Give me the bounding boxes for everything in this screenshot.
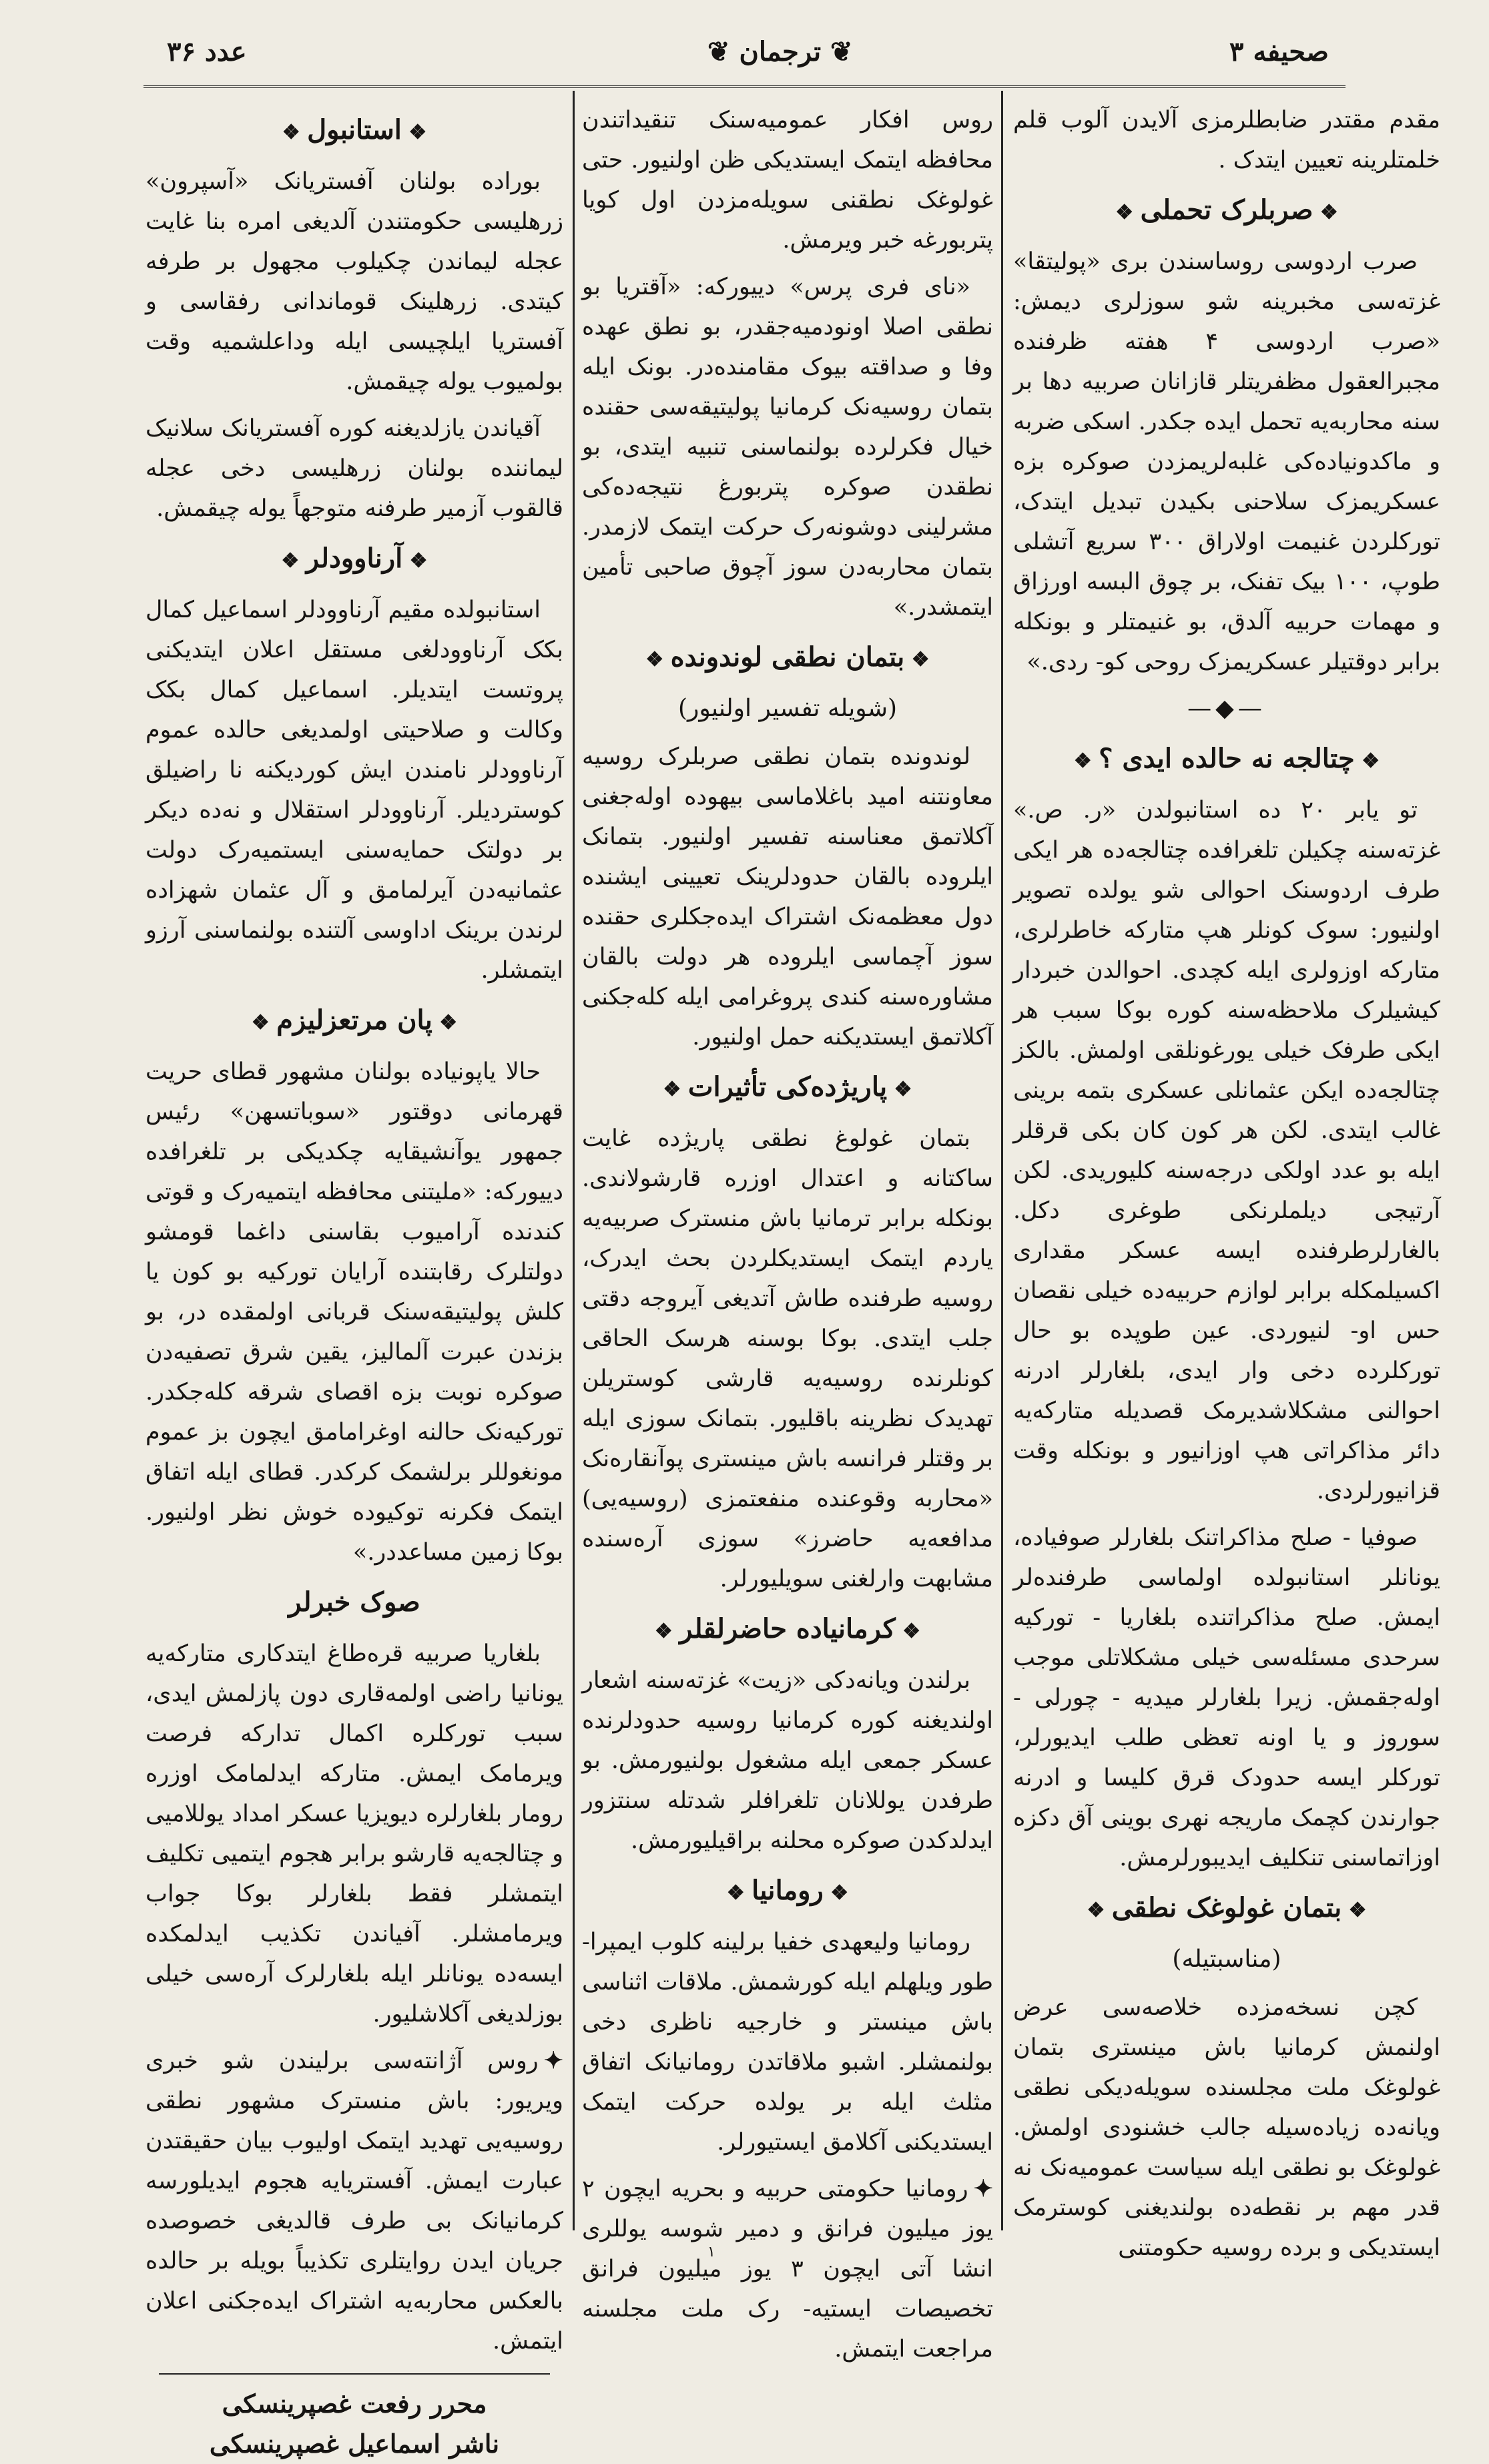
- section-heading-germany-preparations: ❖ کرمانیاده حاضرلقلر ❖: [582, 1607, 993, 1654]
- article-paragraph: رومانیا ولیعهدی خفیا برلینه کلوب ایمپرا- طور ویلهلم ایله کورشمش. ملاقات اثناسی باش مینستر و خارجیه ناظری دخی بولنمشلر. اشبو ملاقاتدن رومانیانک اتفاق مثلث ایله بر یولده حرکت ایتمک ایستدیکنی آکلامق ایستیورلر.: [582, 1929, 993, 2156]
- issue-number: عدد ۳۶: [167, 35, 247, 67]
- section-heading-pan-mongolism: ❖ پان مرتعزلیزم ❖: [145, 998, 563, 1045]
- section-subheading: (مناسبتیله): [1172, 1945, 1281, 1973]
- article-paragraph: بتمان غولوغ نطقی پاریژده غایت ساکتانه و اعتدال اوزره قارشولاندی. بونکله برابر ترمانیا باش منسترک صربیه‌یه یاردم ایتمک ایستدیکلردن بحث ایدرک، روسیه طرفنده طاش آتدیغی آیروجه دقتی جلب ایتدی. بوکا بوسنه هرسک الحاقی کونلرنده روسیه‌یه قارشی کوستریلن تهدیدک نظرینه باقلیور. بتمانک سوزی ایله بر وقتلر فرانسه باش مینستری پوآنقاره‌نک «محاربه وقوعنده منفعتمزی (روسیه‌یی) مدافعه‌یه حاضرز» سوزی آره‌سنده مشابهت وارلغنی سویلیورلر.: [582, 1125, 993, 1592]
- section-heading-istanbul: ❖ استانبول ❖: [145, 108, 563, 155]
- news-bullet: ✦روس آژانته‌سی برلیندن شو خبری ویریور: باش منسترک مشهور نطقی روسیه‌یی تهدید ایتمک اولیوب بیان حقیقتدن عبارت ایمش. آفستریایه هجوم ایدیلورسه کرمانیانک بی طرف قالدیغی خصوصده جریان ایدن روایتلری تکذیباً بویله بر حالده بالعکس محاربه‌یه اشتراک ایده‌جکنی اعلان ایتمش.: [145, 2047, 563, 2355]
- section-heading-catalca: ❖ چتالجه نه حالده ایدی ؟ ❖: [1013, 737, 1440, 784]
- page-number: صحیفه ۳: [1229, 35, 1329, 67]
- article-paragraph: لوندونده بتمان نطقی صربلرک روسیه معاونتنه امید باغلاماسی بیهوده اوله‌جغنی آکلاتمق معناسنه تفسیر اولنیور. بتمانک ایلروده بالقان حدودلرینک تعیینی ایشنده دول معظمه‌نک اشتراک ایده‌جکلری حقنده سوز آچماسی ایلروده هر دولت بالقان مشاوره‌سنه کندی پروغرامی ایله کله‌جکنی آکلاتمق ایستدیکنه حمل اولنیور.: [582, 743, 993, 1050]
- column-divider-left: [573, 91, 575, 2230]
- article-paragraph: کچن نسخه‌مزده خلاصه‌سی عرض اولنمش کرمانیا باش مینستری بتمان غولوغک ملت مجلسنده سویله‌دیکی نطقی ویانه‌ده زیاده‌سیله جالب خشنودی اولمش. غولوغک بو نطقی ایله سیاست عمومیه‌نک نه قدر مهم بر نقطه‌ده بولندیغنی کوسترمک ایستدیکی و برده روسیه حکومتنی: [1013, 1994, 1440, 2261]
- signature-rule: [159, 2373, 550, 2375]
- left-column: [145, 100, 563, 2464]
- masthead-ornament-right: ❦: [821, 35, 853, 67]
- newspaper-title: ترجمان: [739, 35, 822, 67]
- middle-intro: روس افکار عمومیه‌سنک تنقیداتندن محافظه ایتمک ایستدیکی ظن اولنیور. حتی غولوغک نطقنی سویله‌مزدن اول کویا پتربورغه خبر ویرمش.: [582, 107, 993, 254]
- masthead-title: [707, 28, 853, 75]
- article-paragraph: بلغاریا صربیه قره‌طاغ ایتدکاری متارکه‌یه یونانیا راضی اولمه‌قاری دون پازلمش ایدی، سبب تورکلره اکمال تدارکه فرصت ویرمامک ایمش. متارکه ایدلمامک اوزره رومار بلغارلره دیویزیا عسکر امداد یوللامیی و چتالجه‌یه قارشو برابر هجوم ایتمیی تکلیف ایتمشلر فقط بلغارلر بوکا جواب ویرمامشلر. آفیاندن تکذیب ایدلمکده ایسه‌ده یونانلر ایله بلغارلرک آره‌سی خیلی بوزلدیغی آکلاشلیور.: [145, 1640, 563, 2028]
- right-column: [1013, 100, 1440, 2274]
- bullet-icon: ✦: [543, 2047, 563, 2074]
- section-separator: —◆—: [1187, 695, 1266, 722]
- section-heading-serb-endurance: ❖ صربلرک تحملی ❖: [1013, 188, 1440, 235]
- middle-column: [582, 100, 993, 2376]
- header-rule: [143, 85, 1346, 88]
- article-paragraph: برلندن ویانه‌دکی «زیت» غزته‌سنه اشعار اولندیغنه کوره کرمانیا روسیه حدودلرنده عسکر جمعی ایله مشغول بولنیورمش. بو طرفدن یوللانان تلغرافلر شدتله سنتزور ایدلدکدن صوکره محلنه براقیلیورمش.: [582, 1667, 993, 1854]
- editor-signature: محرر رفعت غصپرینسکی: [222, 2389, 487, 2419]
- right-intro: مقدم مقتدر ضابطلرمزی آلایدن آلوب قلم خلمتلرینه تعیین ایتدک .: [1013, 107, 1440, 174]
- publisher-signature: ناشر اسماعیل غصپرینسکی: [209, 2429, 500, 2459]
- article-paragraph: آقیاندن یازلدیغنه کوره آفستریانک سلانیک لیماننده بولنان زرهلیسی دخی عجله قالقوب آزمیر طرفنه متوجهاً یوله چیقمش.: [145, 415, 563, 522]
- news-bullet: ✦رومانیا حکومتی حربیه و بحریه ایچون ۲ یوز میلیون فرانق و دمیر شوسه یوللری انشا آتی ایچون ۳ یوز میلیون فرانق تخصیصات ایستیه- رک ملت مجلسنه مراجعت ایتمش.: [582, 2175, 993, 2363]
- section-heading-speech-in-london: ❖ بتمان نطقی لوندونده ❖: [582, 635, 993, 682]
- section-heading-paris-impressions: ❖ پاریژده‌کی تأثیرات ❖: [582, 1065, 993, 1112]
- folio-mark: ۱: [707, 2244, 715, 2260]
- article-paragraph: «نای فری پرس» دییورکه: «آقتریا بو نطقی اصلا اونودمیه‌جقدر، بو نطق عهده وفا و صداقته بیوک مقامنده‌در. بونک ایله بتمان روسیه‌نک کرمانیا پولیتیقه‌سی حقنده خیال فکرلرده بولنماسنی تنبیه ایتدی، بو نطقدن صوکره پتربورغ نتیجه‌ده‌کی مشرلینی دوشونه‌رک حرکت ایتمک لازمدر. بتمان محاربه‌دن سوز آچوق صاحبی تأمین ایتمشدر.»: [582, 274, 993, 621]
- article-paragraph: بوراده بولنان آفستریانک «آسپرون» زرهلیسی حکومتندن آلدیغی امره بنا غایت عجله لیماندن چکیلوب مجهول بر طرفه کیتدی. زرهلینک قوماندانی رفقاسی و آفستریا ایلچیسی ایله وداعلشمیه وقت بولمیوب یوله چیقمش.: [145, 168, 563, 395]
- section-heading-bethmann-speech: ❖ بتمان غولوغک نطقی ❖: [1013, 1886, 1440, 1933]
- section-heading-latest-news: صوک خبرلر: [288, 1586, 420, 1618]
- section-heading-albanians: ❖ آرناوودلر ❖: [145, 537, 563, 583]
- masthead-ornament-left: ❦: [707, 35, 739, 67]
- article-paragraph: تو یابر ۲۰ ده استانبولدن «ر. ص.» غزته‌سنه چکیلن تلغرافده چتالجه‌ده هر ایکی طرف اردوسنک احوالی شو یولده تصویر اولنیور: سوک کونلر هپ متارکه خاطرلری، متارکه اوزولری ایله کچدی. احوالدن خبردار کیشیلرک ملاحظه‌سنه کوره بوکا سبب هر ایکی طرفک خیلی یورغونلقی اولمش. بالکز چتالجه‌ده ایکن عثمانلی عسکری بتمه برینی غالب ایتدی. لکن هر کون کان بکی قرقلر ایله بو عدد اولکی درجه‌سنه کلیوریدی. لکن آرتیجی دیلملرنکی طوغری دکل. بالغارلرطرفنده ایسه عسکر مقداری اکسیلمکله برابر لوازم حربیه‌ده خیلی نقصان حس او- لنیوردی. عین طوپده بو حال تورکلرده دخی وار ایدی، بلغارلر ادرنه احوالنی مشکلاشدیرمک قصدیله متارکه‌یه دائر مذاکراتی هپ اوزانیور و بونکله وقت قزانیورلردی.: [1013, 797, 1440, 1504]
- section-heading-romania: ❖ رومانیا ❖: [582, 1869, 993, 1915]
- bullet-icon: ✦: [973, 2175, 993, 2202]
- column-divider-right: [1001, 91, 1003, 2230]
- section-subheading: (شویله تفسیر اولنیور): [677, 695, 898, 722]
- article-paragraph: صوفیا - صلح مذاکراتنک بلغارلر صوفیاده، یونانلر استانبولده اولماسی طرفنده‌لر ایمش. صلح مذاکراتنده بلغاریا - تورکیه سرحدی مسئله‌سی خیلی مشکلاتلی موجب اوله‌جقمش. زیرا بلغارلر میدیه - چورلی - سوروز و یا اونه‌ تعظی طلب ایدیورلر، تورکلر ایسه حدودک قرق کلیسا و ادرنه جوارندن کچمک ماریجه نهری بوینی آق دکزه اوزاتماسنی تنکلیف ایدیبورلرمش.: [1013, 1524, 1440, 1871]
- article-paragraph: صرب اردوسی روساسندن بری «پولیتقا» غزته‌سی مخبرینه شو سوزلری دیمش: «صرب اردوسی ۴ هفته ظرفنده مجبرالعقول مظفریتلر قازانان صربیه دها بر سنه محاربه‌یه تحمل ایده جکدر. اسکی ضربه و ماکدونیاده‌کی غلبه‌لریمزدن صوکره بزه عسکریمزک سلاحنی بکیدن تبدیل ایتدک، تورکلردن غنیمت اولاراق ۳۰۰ سریع آتشلی طوپ، ۱۰۰ بیک تفنک، بر چوق البسه اورزاق و مهمات حربیه آلدق، بو غنیمتلر و بونکله برابر دوقتیلر عسکریمزک روحی کو- ردی.»: [1013, 248, 1440, 675]
- article-paragraph: حالا یاپونیاده بولنان مشهور قطای حریت قهرمانی دوقتور «سوباتسهن» رئیس جمهور یوآنشیقایه چکدیکی بر تلغرافده دییورکه: «ملیتنی محافظه ایتمیه‌رک و قوتی کندنده آرامیوب بقاسنی داغما قومشو دولتلرک رقابتنده آرایان تورکیه بو کون یا کلش پولیتیقه‌سنک قربانی اولمقده در، بو بزندن عبرت آلمالیز، یقین شرق تصفیه‌دن صوکره نوبت بزه اقصای شرقه کله‌جکدر. تورکیه‌نک حالنه اوغرامامق ایچون بز عموم مونغوللر برلشمک کرکدر. قطای ایله اتفاق ایتمک فکرنه توکیوده خوش نظر اولنیور. بوکا زمین مساعددر.»: [145, 1058, 563, 1566]
- article-paragraph: استانبولده مقیم آرناوودلر اسماعیل کمال بکک آرناوودلغی مستقل اعلان ایتدیکنی پروتست ایتدیلر. اسماعیل کمال بکک وکالت و صلاحیتی اولمدیغی حالده عموم آرناوودلر نامندن ایش کوردیکنه نا راضیلق کوستردیلر. آرناوودلر استقلال و نه‌ده دیکر بر دولتک حمایه‌سنی ایستمیه‌رک دولت عثمانیه‌دن آیرلمامق و آل عثمان شهزاده لرندن برینک اداوسی آلتنده بولنماسنی آرزو ایتمشلر.: [145, 597, 563, 984]
